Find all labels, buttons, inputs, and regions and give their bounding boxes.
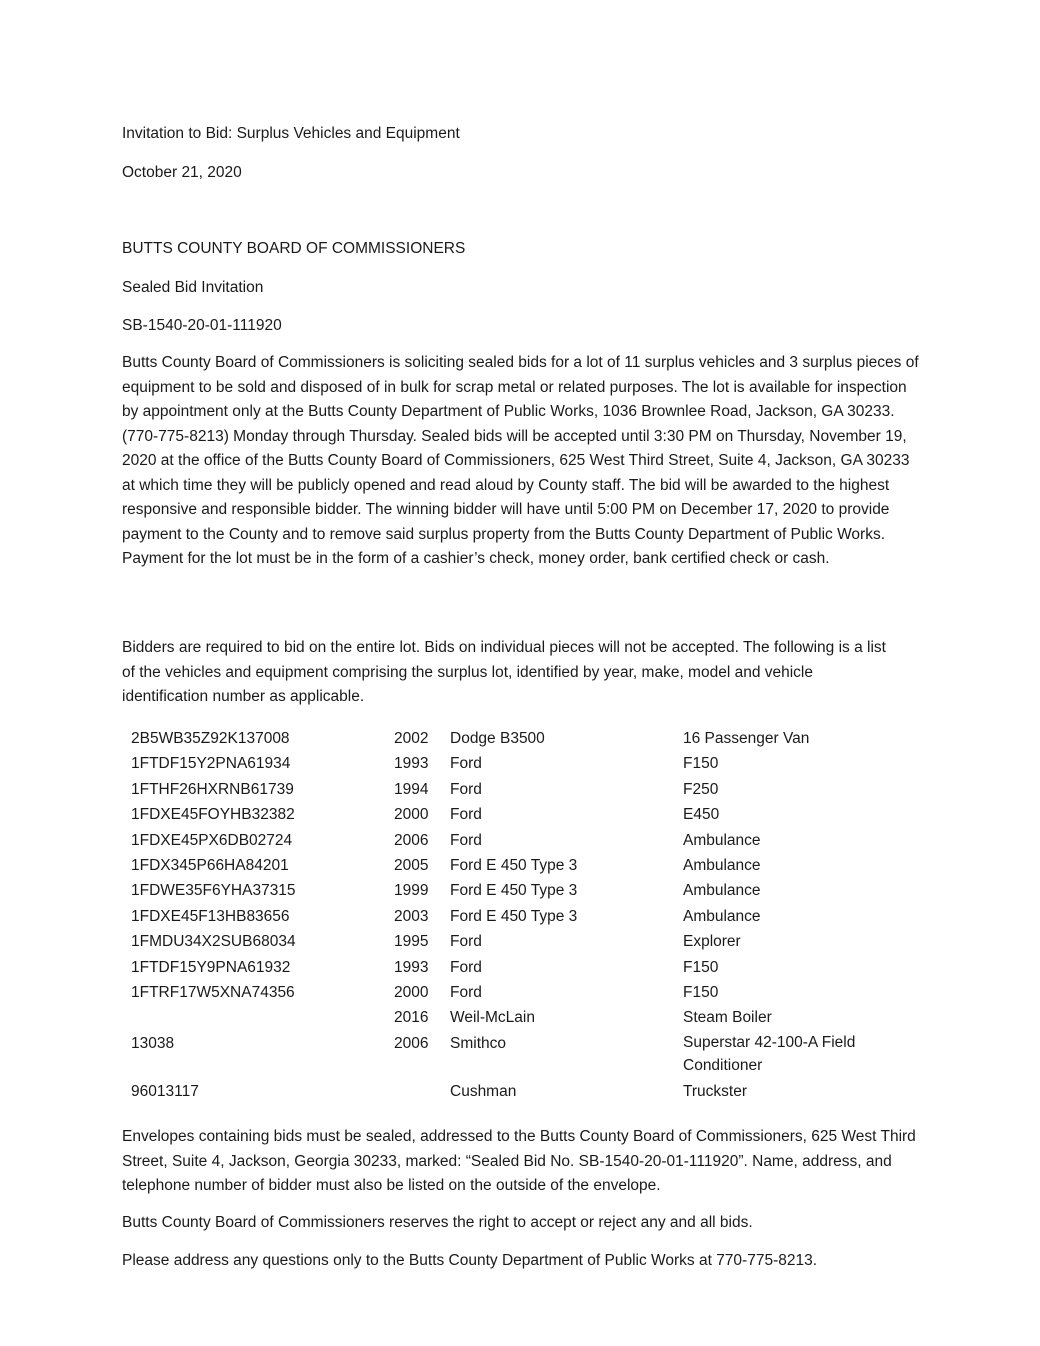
organization-name: BUTTS COUNTY BOARD OF COMMISSIONERS bbox=[122, 240, 466, 257]
year-cell: 2006 bbox=[394, 831, 429, 849]
bid-type: Sealed Bid Invitation bbox=[122, 279, 264, 296]
model-text: Superstar 42-100-A Field Conditioner bbox=[683, 1033, 856, 1074]
year-cell: 2000 bbox=[394, 984, 429, 1002]
envelope-paragraph: Envelopes containing bids must be sealed, addressed to the Butts County Board of Commissioners, 625 West Third Street, Suite 4, Jackson, Georgia 30233, marked: “Sealed Bid No. SB-1540-20-01-111920”. Name, address, and telephone number of bidder must also be listed on the outside of the envelope. bbox=[122, 1128, 916, 1194]
intro-paragraph: Butts County Board of Commissioners is soliciting sealed bids for a lot of 11 surplus vehicles and 3 surplus pieces of equipment to be sold and disposed of in bulk for scrap metal or related purposes. The lot is available for inspection by appointment only at the Butts County Department of Public Works, 1036 Brownlee Road, Jackson, GA 30233. (770-775-8213) Monday through Thursday. Sealed bids will be accepted until 3:30 PM on Thursday, November 19, 2020 at the office of the Butts County Board of Commissioners, 625 West Third Street, Suite 4, Jackson, GA 30233 at which time they will be publicly opened and read aloud by County staff. The bid will be awarded to the highest responsive and responsible bidder. The winning bidder will have until 5:00 PM on December 17, 2020 to provide payment to the County and to remove said surplus property from the Butts County Department of Public Works. Payment for the lot must be in the form of a cashier’s check, money order, bank certified check or cash. bbox=[122, 354, 919, 567]
table-row bbox=[131, 802, 913, 827]
vin-cell: 1FTRF17W5XNA74356 bbox=[131, 984, 295, 1002]
vin-cell: 1FDXE45PX6DB02724 bbox=[131, 831, 293, 849]
model-cell: Truckster bbox=[683, 1082, 748, 1100]
table-row bbox=[131, 929, 913, 954]
table-row bbox=[131, 904, 913, 929]
vin-cell: 1FTDF15Y2PNA61934 bbox=[131, 755, 291, 773]
make-cell: Ford bbox=[450, 831, 482, 849]
table-row bbox=[131, 1079, 913, 1104]
document-title: Invitation to Bid: Surplus Vehicles and Equipment bbox=[122, 125, 460, 142]
model-cell: Ambulance bbox=[683, 831, 761, 849]
vin-cell: 1FDWE35F6YHA37315 bbox=[131, 882, 296, 900]
table-row bbox=[131, 1031, 913, 1079]
make-cell: Ford bbox=[450, 806, 482, 824]
table-row bbox=[131, 878, 913, 903]
year-cell: 2000 bbox=[394, 806, 429, 824]
make-cell: Ford bbox=[450, 984, 482, 1002]
vin-cell: 13038 bbox=[131, 1034, 175, 1052]
vin-cell bbox=[131, 1005, 394, 1030]
make-cell: Cushman bbox=[450, 1082, 517, 1100]
year-cell bbox=[394, 1079, 450, 1104]
model-cell bbox=[683, 1031, 913, 1079]
make-cell: Weil-McLain bbox=[450, 1009, 535, 1027]
year-cell: 1994 bbox=[394, 780, 429, 798]
year-cell: 1993 bbox=[394, 755, 429, 773]
rights-paragraph: Butts County Board of Commissioners reserves the right to accept or reject any and all bids. bbox=[122, 1214, 753, 1231]
table-row bbox=[131, 751, 913, 776]
table-row bbox=[131, 853, 913, 878]
model-cell: Steam Boiler bbox=[683, 1009, 772, 1027]
year-cell: 2003 bbox=[394, 907, 429, 925]
make-cell: Ford bbox=[450, 958, 482, 976]
vin-cell: 1FTDF15Y9PNA61932 bbox=[131, 958, 291, 976]
make-cell: Dodge B3500 bbox=[450, 730, 545, 747]
bid-number: SB-1540-20-01-111920 bbox=[122, 317, 282, 334]
model-cell: F150 bbox=[683, 958, 719, 976]
table-row bbox=[131, 828, 913, 853]
vehicle-table bbox=[131, 726, 913, 1104]
year-cell: 2005 bbox=[394, 857, 429, 875]
model-cell: 16 Passenger Van bbox=[683, 730, 810, 747]
table-row bbox=[131, 777, 913, 802]
table-row bbox=[131, 1005, 913, 1030]
model-cell: F150 bbox=[683, 755, 719, 773]
model-cell: F250 bbox=[683, 780, 719, 798]
model-cell: Ambulance bbox=[683, 907, 761, 925]
lot-paragraph: Bidders are required to bid on the entire lot. Bids on individual pieces will not be accepted. The following is a list of the vehicles and equipment comprising the surplus lot, identified by year, make, model and vehicle identification number as applicable. bbox=[122, 639, 886, 705]
year-cell: 1993 bbox=[394, 958, 429, 976]
make-cell: Ford E 450 Type 3 bbox=[450, 882, 578, 900]
vin-cell: 1FDX345P66HA84201 bbox=[131, 857, 289, 875]
model-cell: E450 bbox=[683, 806, 720, 824]
table-row bbox=[131, 955, 913, 980]
vin-cell: 1FTHF26HXRNB61739 bbox=[131, 780, 294, 798]
make-cell: Ford bbox=[450, 780, 482, 798]
vin-cell: 96013117 bbox=[131, 1082, 199, 1100]
year-cell: 1999 bbox=[394, 882, 429, 900]
model-cell: F150 bbox=[683, 984, 719, 1002]
table-row bbox=[131, 980, 913, 1005]
make-cell: Ford bbox=[450, 933, 482, 951]
make-cell: Ford E 450 Type 3 bbox=[450, 857, 578, 875]
year-cell: 1995 bbox=[394, 933, 429, 951]
vin-cell: 1FDXE45F13HB83656 bbox=[131, 907, 290, 925]
make-cell: Smithco bbox=[450, 1034, 506, 1052]
model-cell: Ambulance bbox=[683, 882, 761, 900]
vin-cell: 2B5WB35Z92K137008 bbox=[131, 730, 290, 747]
year-cell: 2002 bbox=[394, 730, 429, 747]
model-cell: Explorer bbox=[683, 933, 741, 951]
vin-cell: 1FDXE45FOYHB32382 bbox=[131, 806, 295, 824]
make-cell: Ford bbox=[450, 755, 482, 773]
year-cell: 2006 bbox=[394, 1034, 429, 1052]
questions-paragraph: Please address any questions only to the Butts County Department of Public Works at 770-775-8213. bbox=[122, 1252, 818, 1269]
vin-cell: 1FMDU34X2SUB68034 bbox=[131, 933, 296, 951]
table-row bbox=[131, 726, 913, 751]
make-cell: Ford E 450 Type 3 bbox=[450, 907, 578, 925]
model-cell: Ambulance bbox=[683, 857, 761, 875]
year-cell: 2016 bbox=[394, 1009, 429, 1027]
document-date: October 21, 2020 bbox=[122, 164, 242, 181]
